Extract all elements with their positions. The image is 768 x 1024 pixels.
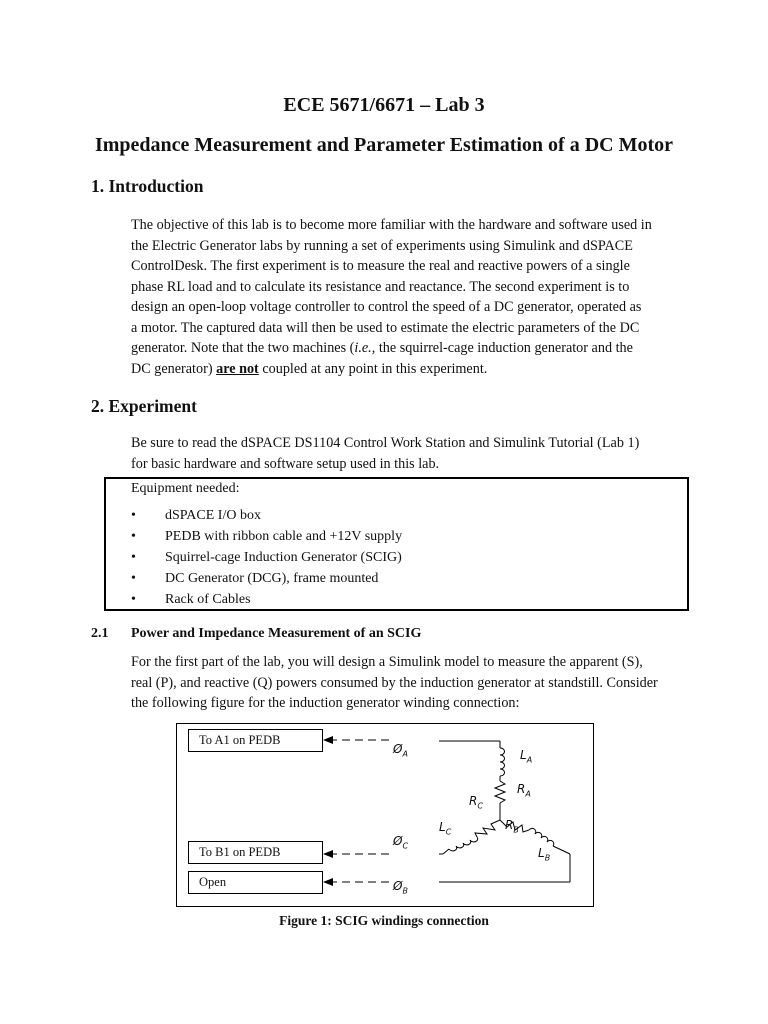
wire-b-diag <box>553 846 570 854</box>
arrowhead-c <box>323 850 333 858</box>
heading-experiment: 2. Experiment <box>91 396 197 416</box>
ra-label <box>517 782 531 798</box>
symbol-letter: L <box>439 820 446 834</box>
rc-label <box>469 794 483 810</box>
subscript: B <box>544 853 551 863</box>
subscript: A <box>526 755 533 765</box>
equipment-list <box>131 506 402 611</box>
open-box: Open <box>188 871 323 894</box>
equipment-box <box>104 477 689 611</box>
heading-introduction: 1. Introduction <box>91 176 204 196</box>
wire-c-diag <box>443 849 449 854</box>
bullet-icon: • <box>131 508 136 523</box>
experiment-line: Be sure to read the dSPACE DS1104 Control Work Station and Simulink Tutorial (Lab 1) <box>131 435 640 451</box>
section-number: 2.1 <box>91 626 109 641</box>
intro-line: design an open-loop voltage controller to control the speed of a DC generator, operated as <box>131 299 642 315</box>
intro-line: phase RL load and to calculate its resistance and reactance. The second experiment is to <box>131 278 630 295</box>
heading-section-2-1 <box>91 626 421 642</box>
intro-text: generator. Note that the two machines ( <box>131 340 355 356</box>
bullet-icon: • <box>131 571 136 586</box>
phi-symbol: Ø <box>393 879 403 893</box>
section21-line: real (P), and reactive (Q) powers consumed by the induction generator at standstill. Consider <box>131 674 658 691</box>
experiment-line: for basic hardware and software setup used in this lab. <box>131 455 440 472</box>
la-label <box>520 748 532 764</box>
resistor-ra <box>495 781 505 803</box>
symbol-letter: R <box>469 794 478 808</box>
section21-paragraph <box>131 652 679 714</box>
subscript: B <box>402 886 408 896</box>
bullet-icon: • <box>131 550 136 565</box>
list-item <box>131 569 402 590</box>
subscript: A <box>402 749 408 759</box>
bullet-icon: • <box>131 529 136 544</box>
arrowhead-b <box>323 878 333 886</box>
pedb-a1-box: To A1 on PEDB <box>188 729 323 752</box>
intro-line <box>131 359 679 380</box>
subscript: A <box>525 789 531 799</box>
intro-text: coupled at any point in this experiment. <box>258 360 488 377</box>
coil-lb <box>529 828 554 846</box>
arrowhead-a <box>323 736 333 744</box>
resistor-rc <box>475 820 500 837</box>
document-title: ECE 5671/6671 – Lab 3 <box>283 94 485 116</box>
section-title: Power and Impedance Measurement of an SCIG <box>131 626 422 641</box>
phase-a-label <box>393 742 408 758</box>
list-item <box>131 548 402 569</box>
phi-symbol: Ø <box>393 742 403 756</box>
intro-text: the squirrel-cage induction generator and the <box>375 340 633 356</box>
equipment-item: Rack of Cables <box>165 592 251 607</box>
bullet-icon: • <box>131 592 136 607</box>
list-item <box>131 590 402 611</box>
intro-line: The objective of this lab is to become more familiar with the hardware and software used in <box>131 217 652 233</box>
symbol-letter: R <box>505 818 514 832</box>
list-item <box>131 527 402 548</box>
figure-caption: Figure 1: SCIG windings connection <box>279 913 489 928</box>
equipment-item: PEDB with ribbon cable and +12V supply <box>165 529 403 544</box>
intro-line <box>131 338 679 359</box>
symbol-letter: L <box>538 846 545 860</box>
intro-emphasis: are not <box>216 360 259 377</box>
subscript: C <box>477 801 483 811</box>
list-item <box>131 506 402 527</box>
equipment-title: Equipment needed: <box>131 481 240 496</box>
coil-la <box>500 748 505 776</box>
scig-winding-figure <box>176 723 594 907</box>
equipment-item: dSPACE I/O box <box>165 508 261 523</box>
symbol-letter: L <box>520 748 527 762</box>
symbol-letter: R <box>517 782 526 796</box>
lc-label <box>439 820 451 836</box>
equipment-item: DC Generator (DCG), frame mounted <box>165 571 379 586</box>
phi-symbol: Ø <box>393 834 403 848</box>
coil-lc <box>449 837 478 851</box>
equipment-item: Squirrel-cage Induction Generator (SCIG) <box>165 550 402 565</box>
intro-line: the Electric Generator labs by running a set of experiments using Simulink and dSPACE <box>131 237 633 254</box>
rb-label <box>505 818 519 834</box>
intro-line: a motor. The captured data will then be used to estimate the electric parameters of the DC <box>131 319 640 336</box>
lb-label <box>538 846 550 862</box>
intro-ie: i.e., <box>354 340 376 356</box>
phase-b-label <box>393 879 408 895</box>
document-subtitle: Impedance Measurement and Parameter Estimation of a DC Motor <box>94 134 674 156</box>
section21-line: For the first part of the lab, you will design a Simulink model to measure the apparent (S), <box>131 654 643 670</box>
pedb-b1-box: To B1 on PEDB <box>188 841 323 864</box>
subscript: C <box>445 827 452 837</box>
subscript: B <box>513 825 519 835</box>
intro-text: DC generator) <box>131 360 217 377</box>
subscript: C <box>402 841 409 851</box>
experiment-paragraph <box>131 433 679 474</box>
section21-line: the following figure for the induction generator winding connection: <box>131 695 520 711</box>
intro-paragraph <box>131 215 679 379</box>
phase-c-label <box>393 834 408 850</box>
intro-line: ControlDesk. The first experiment is to measure the real and reactive powers of a single <box>131 258 630 274</box>
